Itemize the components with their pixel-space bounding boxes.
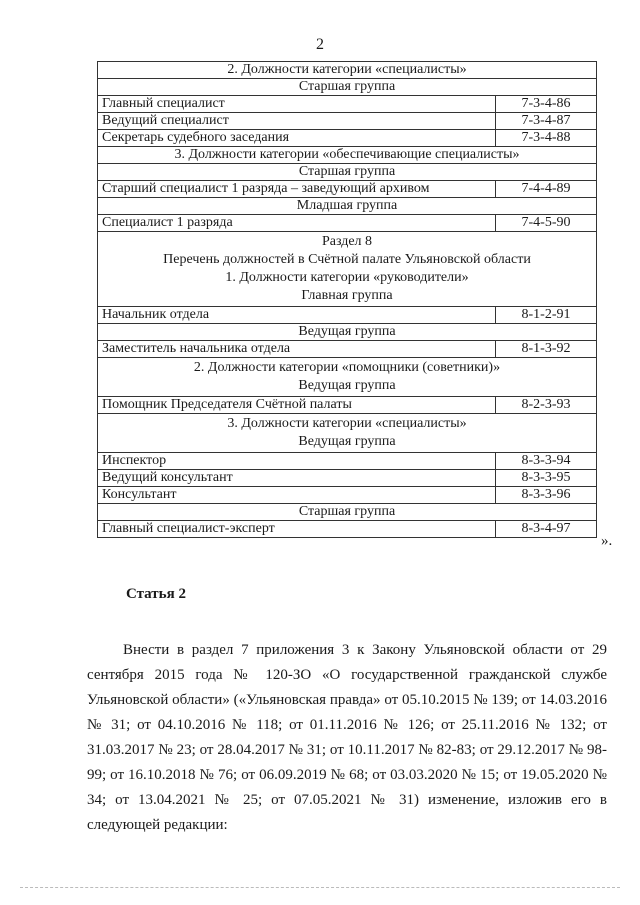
position-title: Инспектор (98, 453, 496, 470)
group-header-row (98, 79, 597, 96)
position-row (98, 130, 597, 147)
article-heading: Статья 2 (126, 586, 186, 602)
group-header: Старшая группа (98, 504, 597, 521)
position-row (98, 397, 597, 414)
position-code: 7-3-4-86 (496, 96, 597, 113)
position-code: 7-4-5-90 (496, 215, 597, 232)
section-header-row (98, 414, 597, 453)
position-row (98, 453, 597, 470)
positions-table (97, 61, 597, 538)
position-title: Старший специалист 1 разряда – заведующий архивом (98, 181, 496, 198)
position-row (98, 215, 597, 232)
position-code: 7-4-4-89 (496, 181, 597, 198)
position-title: Ведущий консультант (98, 470, 496, 487)
position-code: 8-3-4-97 (496, 521, 597, 538)
position-code: 8-3-3-96 (496, 487, 597, 504)
position-row (98, 341, 597, 358)
position-title: Помощник Председателя Счётной палаты (98, 397, 496, 414)
section-header (98, 358, 597, 397)
group-header: Старшая группа (98, 79, 597, 96)
group-header: 2. Должности категории «специалисты» (98, 62, 597, 79)
position-row (98, 113, 597, 130)
position-row (98, 470, 597, 487)
group-header-row (98, 504, 597, 521)
article-body (87, 638, 607, 838)
section-header-line: 1. Должности категории «руководители» (225, 270, 469, 285)
footer-rule (20, 887, 620, 888)
page-number: 2 (316, 36, 324, 53)
group-header: Младшая группа (98, 198, 597, 215)
position-title: Начальник отдела (98, 307, 496, 324)
position-code: 8-3-3-95 (496, 470, 597, 487)
group-header-row (98, 164, 597, 181)
section-header (98, 414, 597, 453)
position-title: Заместитель начальника отдела (98, 341, 496, 358)
group-header-row (98, 147, 597, 164)
group-header-row (98, 198, 597, 215)
closing-quote: ». (601, 533, 613, 549)
section-header-row (98, 358, 597, 397)
position-row (98, 307, 597, 324)
position-code: 8-1-2-91 (496, 307, 597, 324)
section-header-row (98, 232, 597, 307)
position-title: Ведущий специалист (98, 113, 496, 130)
position-code: 8-2-3-93 (496, 397, 597, 414)
position-title: Специалист 1 разряда (98, 215, 496, 232)
position-row (98, 181, 597, 198)
position-row (98, 521, 597, 538)
position-code: 8-1-3-92 (496, 341, 597, 358)
section-header (98, 232, 597, 307)
section-header-line: 3. Должности категории «специалисты» (227, 416, 467, 431)
section-header-line: Раздел 8 (321, 234, 373, 249)
position-title: Секретарь судебного заседания (98, 130, 496, 147)
position-code: 7-3-4-87 (496, 113, 597, 130)
group-header: Ведущая группа (98, 324, 597, 341)
position-row (98, 487, 597, 504)
position-title: Главный специалист (98, 96, 496, 113)
group-header-row (98, 62, 597, 79)
group-header: 3. Должности категории «обеспечивающие специалисты» (98, 147, 597, 164)
group-header-row (98, 324, 597, 341)
position-title: Консультант (98, 487, 496, 504)
positions-table-body (98, 62, 597, 538)
position-code: 8-3-3-94 (496, 453, 597, 470)
article-paragraph: Внести в раздел 7 приложения 3 к Закону Ульяновской области от 29 сентября 2015 года № 120-ЗО «О государственной гражданской службе Ульяновской области» («Ульяновская правда» от 05.10.2015 № 139; от 14.03.2016 № 31; от 04.10.2016 № 118; от 01.11.2016 № 126; от 25.11.2016 № 132; от 31.03.2017 № 23; от 28.04.2017 № 31; от 10.11.2017 № 82-83; от 29.12.2017 № 98-99; от 16.10.2018 № 76; от 06.09.2019 № 68; от 03.03.2020 № 15; от 19.05.2020 № 34; от 13.04.2021 № 25; от 07.05.2021 № 31) изменение, изложив его в следующей редакции: (87, 642, 607, 833)
position-title: Главный специалист-эксперт (98, 521, 496, 538)
section-header-line: Ведущая группа (298, 434, 396, 449)
section-header-line: Ведущая группа (298, 378, 396, 393)
position-row (98, 96, 597, 113)
section-header-line: 2. Должности категории «помощники (советники)» (193, 360, 501, 375)
section-header-line: Перечень должностей в Счётной палате Ульяновской области (163, 252, 531, 267)
group-header: Старшая группа (98, 164, 597, 181)
position-code: 7-3-4-88 (496, 130, 597, 147)
section-header-line: Главная группа (301, 288, 393, 303)
